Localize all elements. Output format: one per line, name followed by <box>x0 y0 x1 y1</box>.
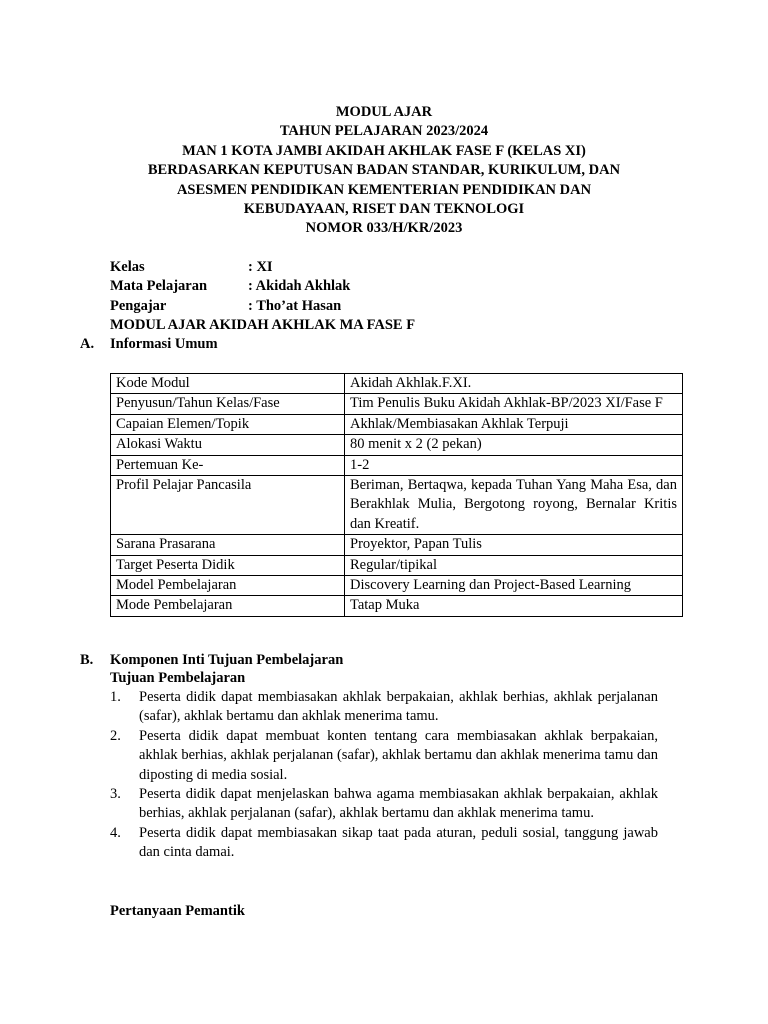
goals-list <box>110 688 658 863</box>
table-row <box>111 435 683 455</box>
section-letter: A. <box>80 336 95 352</box>
list-number: 4. <box>110 824 121 841</box>
list-number: 1. <box>110 689 121 705</box>
table-row <box>111 476 683 535</box>
table-value: Regular/tipikal <box>345 555 683 575</box>
header-line: TAHUN PELAJARAN 2023/2024 <box>279 123 489 140</box>
list-text: Peserta didik dapat membuat konten tentang cara membiasakan akhlak berpakaian, akhlak berhias, akhlak perjalanan (safar), akhlak bertamu dan akhlak menerima tamu dan diposting di media sosial. <box>139 727 658 783</box>
table-value: Tim Penulis Buku Akidah Akhlak-BP/2023 XI/Fase F <box>345 394 683 414</box>
table-key: Alokasi Waktu <box>111 435 345 455</box>
table-key: Pertemuan Ke- <box>111 455 345 475</box>
questions-heading: Pertanyaan Pemantik <box>110 903 245 919</box>
table-key: Sarana Prasarana <box>111 535 345 555</box>
table-value: Beriman, Bertaqwa, kepada Tuhan Yang Maha Esa, dan Berakhlak Mulia, Bergotong royong, Bernalar Kritis dan Kreatif. <box>345 476 683 535</box>
header-line: BERDASARKAN KEPUTUSAN BADAN STANDAR, KURIKULUM, DAN <box>147 162 621 179</box>
table-row <box>111 394 683 414</box>
section-b-heading <box>80 651 343 670</box>
list-item <box>110 727 658 785</box>
section-letter: B. <box>80 652 94 668</box>
table-key: Target Peserta Didik <box>111 555 345 575</box>
list-number: 2. <box>110 727 121 744</box>
table-key: Mode Pembelajaran <box>111 596 345 616</box>
table-key: Profil Pelajar Pancasila <box>111 476 345 535</box>
table-row <box>111 576 683 596</box>
table-value: Tatap Muka <box>345 596 683 616</box>
table-value: Akhlak/Membiasakan Akhlak Terpuji <box>345 414 683 434</box>
meta-key: Pengajar <box>110 297 167 314</box>
table-row <box>111 555 683 575</box>
table-key: Capaian Elemen/Topik <box>111 414 345 434</box>
list-number: 3. <box>110 786 121 803</box>
table-value: 80 menit x 2 (2 pekan) <box>345 435 683 455</box>
list-item <box>110 688 658 727</box>
table-value: 1-2 <box>345 455 683 475</box>
section-title: Komponen Inti Tujuan Pembelajaran <box>110 652 344 668</box>
table-row <box>111 596 683 616</box>
header-line: ASESMEN PENDIDIKAN KEMENTERIAN PENDIDIKAN DAN <box>176 181 592 198</box>
table-value: Discovery Learning dan Project-Based Learning <box>345 576 683 596</box>
meta-row-mata-pelajaran <box>110 277 690 296</box>
meta-key: Kelas <box>110 259 145 275</box>
meta-value: : Akidah Akhlak <box>248 278 351 295</box>
section-title: Informasi Umum <box>110 336 218 352</box>
table-row <box>111 455 683 475</box>
table-key: Kode Modul <box>111 374 345 394</box>
table-row <box>111 374 683 394</box>
module-meta <box>110 258 690 336</box>
meta-row-pengajar <box>110 297 690 316</box>
header-line: KEBUDAYAAN, RISET DAN TEKNOLOGI <box>243 200 525 217</box>
list-text: Peserta didik dapat membiasakan sikap taat pada aturan, peduli sosial, tanggung jawab dan cinta damai. <box>139 824 658 861</box>
table-value: Proyektor, Papan Tulis <box>345 535 683 555</box>
table-key: Penyusun/Tahun Kelas/Fase <box>111 394 345 414</box>
table-row <box>111 535 683 555</box>
module-title: MODUL AJAR AKIDAH AKHLAK MA FASE F <box>110 317 416 334</box>
table-key: Model Pembelajaran <box>111 576 345 596</box>
info-table <box>110 373 683 617</box>
section-a-heading <box>80 335 218 354</box>
header-line: MODUL AJAR <box>335 104 433 120</box>
header-line: MAN 1 KOTA JAMBI AKIDAH AKHLAK FASE F (KELAS XI) <box>182 142 586 159</box>
list-text: Peserta didik dapat menjelaskan bahwa agama membiasakan akhlak berpakaian, akhlak berhias, akhlak perjalanan (safar), akhlak bertamu dan akhlak menerima tamu. <box>139 786 658 822</box>
meta-row-kelas <box>110 258 690 277</box>
document-header <box>0 103 768 239</box>
meta-key: Mata Pelajaran <box>110 278 208 295</box>
list-item <box>110 785 658 824</box>
table-row <box>111 414 683 434</box>
goals-heading: Tujuan Pembelajaran <box>110 670 246 686</box>
meta-value: : XI <box>248 259 273 275</box>
table-value: Akidah Akhlak.F.XI. <box>345 374 683 394</box>
list-item <box>110 824 658 863</box>
header-line: NOMOR 033/H/KR/2023 <box>305 220 463 237</box>
meta-value: : Tho’at Hasan <box>248 297 342 314</box>
list-text: Peserta didik dapat membiasakan akhlak berpakaian, akhlak berhias, akhlak perjalanan (safar), akhlak bertamu dan akhlak menerima tamu. <box>139 689 658 725</box>
